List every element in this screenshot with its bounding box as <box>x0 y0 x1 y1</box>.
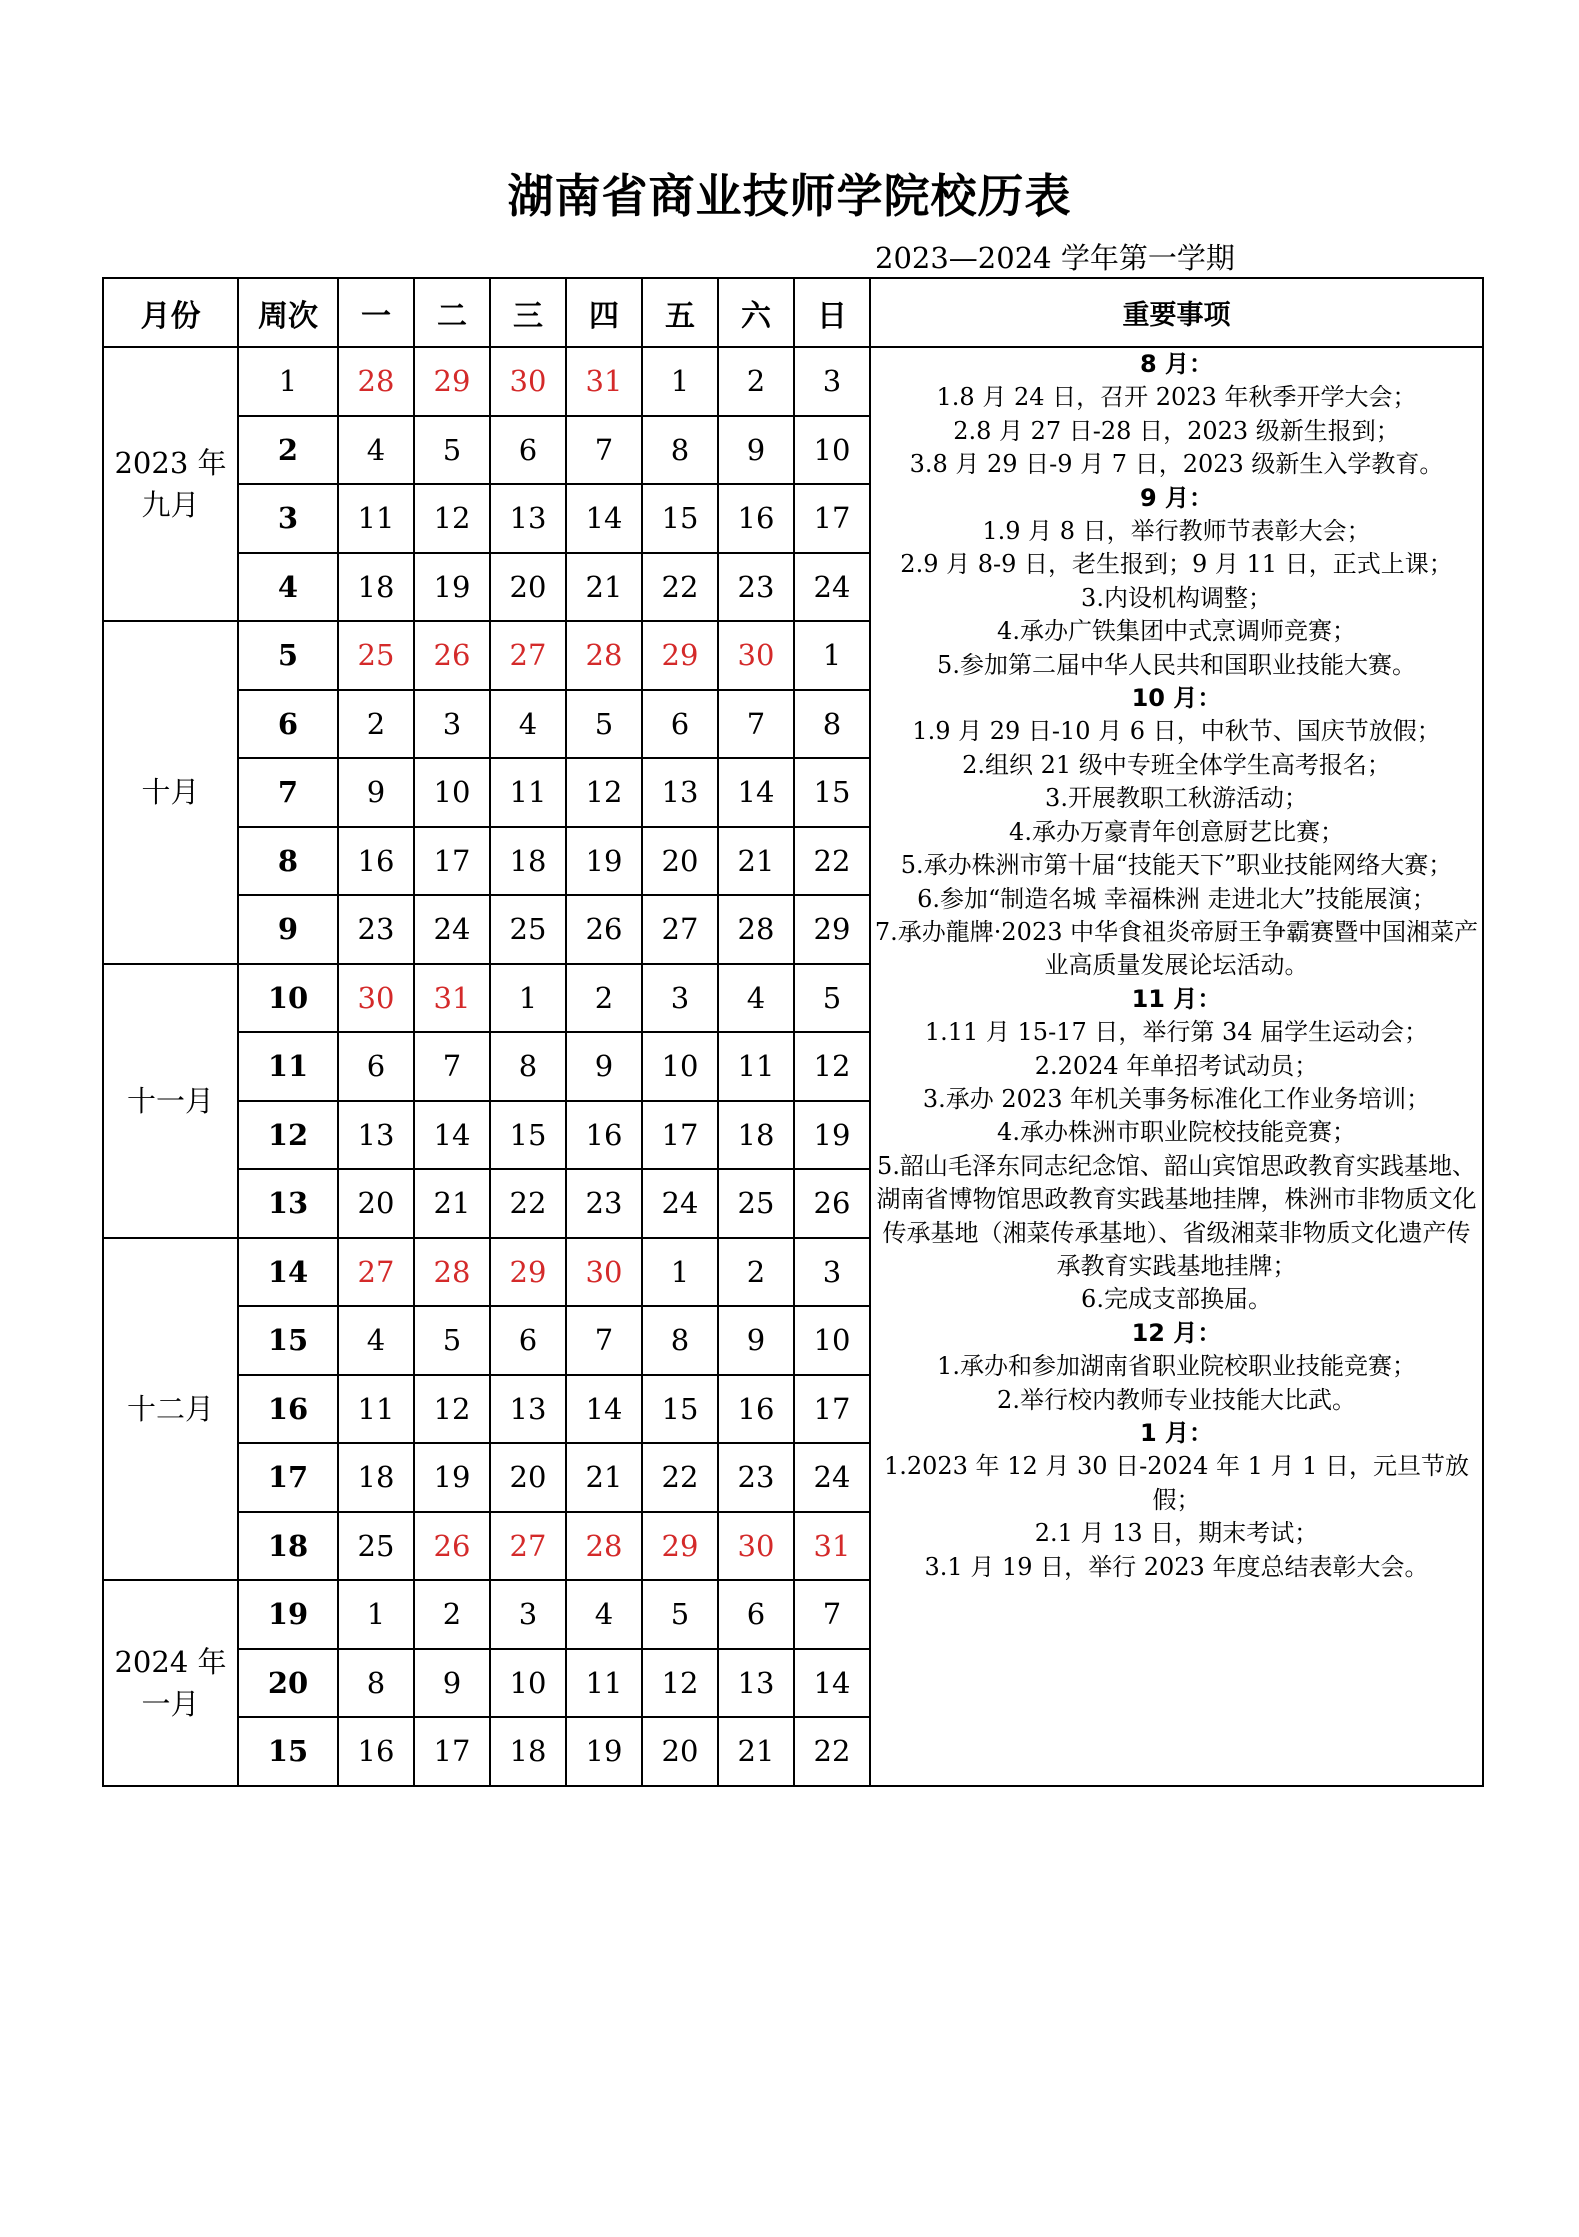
day-cell: 21 <box>566 553 642 622</box>
day-cell: 1 <box>642 347 718 416</box>
event-item: 7.承办龍牌·2023 中华食祖炎帝厨王争霸赛暨中国湘菜产业高质量发展论坛活动。 <box>874 917 1479 980</box>
day-cell: 1 <box>642 1238 718 1307</box>
day-cell: 11 <box>718 1032 794 1101</box>
day-cell: 27 <box>642 895 718 964</box>
day-cell: 27 <box>490 621 566 690</box>
day-cell: 3 <box>414 690 490 759</box>
day-cell: 16 <box>566 1101 642 1170</box>
day-cell: 17 <box>794 484 870 553</box>
day-cell: 14 <box>718 758 794 827</box>
day-cell: 18 <box>338 1443 414 1512</box>
events-month-heading: 10 月： <box>1131 684 1222 713</box>
month-label: 2024 年 一月 <box>103 1580 238 1786</box>
day-cell: 23 <box>718 553 794 622</box>
day-cell: 6 <box>718 1580 794 1649</box>
event-item: 2.9 月 8-9 日，老生报到；9 月 11 日，正式上课； <box>900 550 1453 579</box>
events-month-heading: 9 月： <box>1139 483 1214 512</box>
day-cell: 12 <box>794 1032 870 1101</box>
day-cell: 9 <box>718 416 794 485</box>
day-cell: 30 <box>490 347 566 416</box>
day-cell: 9 <box>718 1306 794 1375</box>
day-cell: 30 <box>338 964 414 1033</box>
month-label: 2023 年 九月 <box>103 347 238 621</box>
day-cell: 3 <box>794 1238 870 1307</box>
day-cell: 17 <box>642 1101 718 1170</box>
day-cell: 13 <box>338 1101 414 1170</box>
day-header-thu: 四 <box>566 278 642 347</box>
events-header: 重要事项 <box>870 278 1483 347</box>
week-number: 16 <box>238 1375 338 1444</box>
event-item: 1.2023 年 12 月 30 日-2024 年 1 月 1 日，元旦节放假； <box>883 1452 1470 1514</box>
day-cell: 4 <box>338 1306 414 1375</box>
day-cell: 13 <box>490 484 566 553</box>
day-cell: 11 <box>490 758 566 827</box>
day-cell: 2 <box>566 964 642 1033</box>
day-cell: 5 <box>414 416 490 485</box>
day-cell: 24 <box>794 553 870 622</box>
day-cell: 2 <box>414 1580 490 1649</box>
day-cell: 19 <box>566 1717 642 1786</box>
day-cell: 28 <box>414 1238 490 1307</box>
day-cell: 14 <box>794 1649 870 1718</box>
event-item: 3.内设机构调整； <box>1081 583 1272 612</box>
day-cell: 28 <box>566 621 642 690</box>
day-cell: 1 <box>490 964 566 1033</box>
week-number: 18 <box>238 1512 338 1581</box>
day-cell: 19 <box>566 827 642 896</box>
month-label: 十月 <box>103 621 238 964</box>
day-cell: 21 <box>718 827 794 896</box>
day-cell: 14 <box>566 484 642 553</box>
day-cell: 12 <box>566 758 642 827</box>
day-cell: 18 <box>338 553 414 622</box>
day-cell: 17 <box>414 827 490 896</box>
event-item: 2.2024 年单招考试动员； <box>1034 1051 1319 1080</box>
day-cell: 31 <box>414 964 490 1033</box>
day-cell: 14 <box>414 1101 490 1170</box>
day-cell: 24 <box>414 895 490 964</box>
day-cell: 26 <box>414 1512 490 1581</box>
day-cell: 31 <box>566 347 642 416</box>
day-cell: 11 <box>338 1375 414 1444</box>
day-cell: 26 <box>414 621 490 690</box>
day-cell: 18 <box>718 1101 794 1170</box>
day-cell: 3 <box>642 964 718 1033</box>
day-cell: 14 <box>566 1375 642 1444</box>
day-cell: 8 <box>642 1306 718 1375</box>
day-cell: 11 <box>566 1649 642 1718</box>
day-cell: 2 <box>718 347 794 416</box>
event-item: 5.参加第二届中华人民共和国职业技能大赛。 <box>937 650 1416 679</box>
day-cell: 10 <box>490 1649 566 1718</box>
day-cell: 7 <box>566 416 642 485</box>
day-cell: 30 <box>718 621 794 690</box>
week-header: 周次 <box>238 278 338 347</box>
day-cell: 23 <box>338 895 414 964</box>
day-cell: 20 <box>490 1443 566 1512</box>
day-cell: 16 <box>338 827 414 896</box>
day-cell: 29 <box>490 1238 566 1307</box>
day-cell: 2 <box>338 690 414 759</box>
day-cell: 30 <box>566 1238 642 1307</box>
week-number: 12 <box>238 1101 338 1170</box>
day-cell: 27 <box>338 1238 414 1307</box>
day-cell: 20 <box>642 1717 718 1786</box>
events-month-heading: 1 月： <box>1139 1419 1214 1447</box>
event-item: 4.承办株洲市职业院校技能竞赛； <box>997 1118 1356 1147</box>
day-cell: 4 <box>566 1580 642 1649</box>
day-cell: 21 <box>718 1717 794 1786</box>
day-cell: 8 <box>794 690 870 759</box>
day-cell: 29 <box>642 1512 718 1581</box>
calendar-body <box>103 347 1483 1786</box>
event-item: 4.承办万豪青年创意厨艺比赛； <box>1009 817 1344 846</box>
day-header-sat: 六 <box>718 278 794 347</box>
day-cell: 22 <box>490 1169 566 1238</box>
day-cell: 25 <box>338 1512 414 1581</box>
event-item: 3.8 月 29 日-9 月 7 日，2023 级新生入学教育。 <box>909 450 1444 479</box>
event-item: 3.承办 2023 年机关事务标准化工作业务培训； <box>922 1084 1431 1113</box>
day-cell: 29 <box>414 347 490 416</box>
week-number: 2 <box>238 416 338 485</box>
day-cell: 9 <box>338 758 414 827</box>
events-month-heading: 8 月： <box>1139 350 1214 378</box>
day-cell: 13 <box>718 1649 794 1718</box>
header-row <box>103 278 1483 347</box>
week-number: 11 <box>238 1032 338 1101</box>
month-header: 月份 <box>103 278 238 347</box>
day-cell: 6 <box>642 690 718 759</box>
day-cell: 22 <box>794 827 870 896</box>
day-cell: 24 <box>794 1443 870 1512</box>
day-header-mon: 一 <box>338 278 414 347</box>
week-number: 8 <box>238 827 338 896</box>
day-cell: 15 <box>794 758 870 827</box>
calendar-table <box>102 277 1484 1787</box>
event-item: 2.8 月 27 日-28 日，2023 级新生报到； <box>953 416 1400 445</box>
day-cell: 18 <box>490 1717 566 1786</box>
event-item: 1.8 月 24 日，召开 2023 年秋季开学大会； <box>936 383 1417 412</box>
day-cell: 9 <box>414 1649 490 1718</box>
day-cell: 9 <box>566 1032 642 1101</box>
day-cell: 15 <box>490 1101 566 1170</box>
events-month-heading: 11 月： <box>1131 984 1222 1013</box>
day-cell: 3 <box>490 1580 566 1649</box>
events-panel <box>870 347 1483 1786</box>
day-cell: 17 <box>794 1375 870 1444</box>
day-cell: 16 <box>718 1375 794 1444</box>
week-number: 19 <box>238 1580 338 1649</box>
day-cell: 4 <box>338 416 414 485</box>
event-item: 3.开展教职工秋游活动； <box>1045 784 1308 813</box>
event-item: 2.举行校内教师专业技能大比武。 <box>997 1385 1356 1414</box>
month-label: 十一月 <box>103 964 238 1238</box>
event-item: 5.承办株洲市第十届“技能天下”职业技能网络大赛； <box>900 851 1453 880</box>
day-cell: 6 <box>338 1032 414 1101</box>
day-cell: 5 <box>642 1580 718 1649</box>
day-cell: 15 <box>642 484 718 553</box>
day-cell: 20 <box>490 553 566 622</box>
day-cell: 1 <box>338 1580 414 1649</box>
week-number: 13 <box>238 1169 338 1238</box>
day-cell: 7 <box>794 1580 870 1649</box>
week-number: 7 <box>238 758 338 827</box>
day-cell: 27 <box>490 1512 566 1581</box>
day-cell: 10 <box>414 758 490 827</box>
week-number: 6 <box>238 690 338 759</box>
event-item: 1.9 月 29 日-10 月 6 日，中秋节、国庆节放假； <box>912 717 1441 746</box>
day-header-fri: 五 <box>642 278 718 347</box>
day-cell: 19 <box>794 1101 870 1170</box>
day-cell: 30 <box>718 1512 794 1581</box>
week-number: 5 <box>238 621 338 690</box>
event-item: 5.韶山毛泽东同志纪念馆、韶山宾馆思政教育实践基地、湖南省博物馆思政教育实践基地挂牌，株洲市非物质文化传承基地（湘菜传承基地）、省级湘菜非物质文化遗产传承教育实践基地挂牌； <box>876 1151 1477 1280</box>
day-cell: 22 <box>794 1717 870 1786</box>
day-cell: 20 <box>642 827 718 896</box>
day-cell: 7 <box>414 1032 490 1101</box>
day-header-tue: 二 <box>414 278 490 347</box>
day-cell: 29 <box>794 895 870 964</box>
day-header-sun: 日 <box>794 278 870 347</box>
week-number: 10 <box>238 964 338 1033</box>
week-number: 4 <box>238 553 338 622</box>
day-cell: 11 <box>338 484 414 553</box>
day-cell: 31 <box>794 1512 870 1581</box>
event-item: 2.组织 21 级中专班全体学生高考报名； <box>962 750 1391 779</box>
month-label: 十二月 <box>103 1238 238 1581</box>
day-cell: 10 <box>642 1032 718 1101</box>
week-number: 1 <box>238 347 338 416</box>
event-item: 4.承办广铁集团中式烹调师竞赛； <box>997 617 1356 646</box>
day-cell: 25 <box>338 621 414 690</box>
day-cell: 21 <box>414 1169 490 1238</box>
day-cell: 19 <box>414 1443 490 1512</box>
day-cell: 6 <box>490 416 566 485</box>
day-cell: 15 <box>642 1375 718 1444</box>
day-cell: 4 <box>718 964 794 1033</box>
day-cell: 22 <box>642 1443 718 1512</box>
week-number: 17 <box>238 1443 338 1512</box>
day-cell: 24 <box>642 1169 718 1238</box>
day-cell: 5 <box>794 964 870 1033</box>
day-cell: 20 <box>338 1169 414 1238</box>
day-cell: 8 <box>642 416 718 485</box>
event-item: 6.完成支部换届。 <box>1081 1285 1272 1314</box>
day-cell: 2 <box>718 1238 794 1307</box>
event-item: 6.参加“制造名城 幸福株洲 走进北大”技能展演； <box>917 884 1436 913</box>
day-cell: 29 <box>642 621 718 690</box>
week-number: 14 <box>238 1238 338 1307</box>
day-cell: 26 <box>794 1169 870 1238</box>
week-number: 15 <box>238 1306 338 1375</box>
day-cell: 16 <box>338 1717 414 1786</box>
day-cell: 28 <box>566 1512 642 1581</box>
day-cell: 21 <box>566 1443 642 1512</box>
day-header-wed: 三 <box>490 278 566 347</box>
day-cell: 13 <box>490 1375 566 1444</box>
day-cell: 13 <box>642 758 718 827</box>
day-cell: 5 <box>414 1306 490 1375</box>
day-cell: 7 <box>718 690 794 759</box>
day-cell: 16 <box>718 484 794 553</box>
day-cell: 3 <box>794 347 870 416</box>
day-cell: 10 <box>794 1306 870 1375</box>
day-cell: 23 <box>566 1169 642 1238</box>
day-cell: 17 <box>414 1717 490 1786</box>
day-cell: 12 <box>414 1375 490 1444</box>
day-cell: 1 <box>794 621 870 690</box>
day-cell: 8 <box>338 1649 414 1718</box>
day-cell: 25 <box>718 1169 794 1238</box>
event-item: 3.1 月 19 日，举行 2023 年度总结表彰大会。 <box>924 1552 1429 1581</box>
week-number: 3 <box>238 484 338 553</box>
week-number: 20 <box>238 1649 338 1718</box>
event-item: 1.承办和参加湖南省职业院校职业技能竞赛； <box>937 1352 1416 1381</box>
day-cell: 12 <box>642 1649 718 1718</box>
day-cell: 28 <box>338 347 414 416</box>
week-number: 9 <box>238 895 338 964</box>
day-cell: 28 <box>718 895 794 964</box>
day-cell: 22 <box>642 553 718 622</box>
week-number: 15 <box>238 1717 338 1786</box>
day-cell: 26 <box>566 895 642 964</box>
day-cell: 19 <box>414 553 490 622</box>
day-cell: 10 <box>794 416 870 485</box>
page-title: 湖南省商业技师学院校历表 <box>507 169 1072 223</box>
day-cell: 8 <box>490 1032 566 1101</box>
day-cell: 18 <box>490 827 566 896</box>
event-item: 1.9 月 8 日，举行教师节表彰大会； <box>982 517 1371 546</box>
event-item: 2.1 月 13 日，期末考试； <box>1034 1519 1319 1548</box>
semester-subtitle: 2023—2024 学年第一学期 <box>875 241 1235 275</box>
day-cell: 5 <box>566 690 642 759</box>
day-cell: 4 <box>490 690 566 759</box>
week-row <box>103 347 1483 416</box>
day-cell: 12 <box>414 484 490 553</box>
event-item: 1.11 月 15-17 日，举行第 34 届学生运动会； <box>924 1018 1429 1047</box>
day-cell: 25 <box>490 895 566 964</box>
day-cell: 7 <box>566 1306 642 1375</box>
day-cell: 6 <box>490 1306 566 1375</box>
day-cell: 23 <box>718 1443 794 1512</box>
events-month-heading: 12 月： <box>1131 1318 1222 1347</box>
